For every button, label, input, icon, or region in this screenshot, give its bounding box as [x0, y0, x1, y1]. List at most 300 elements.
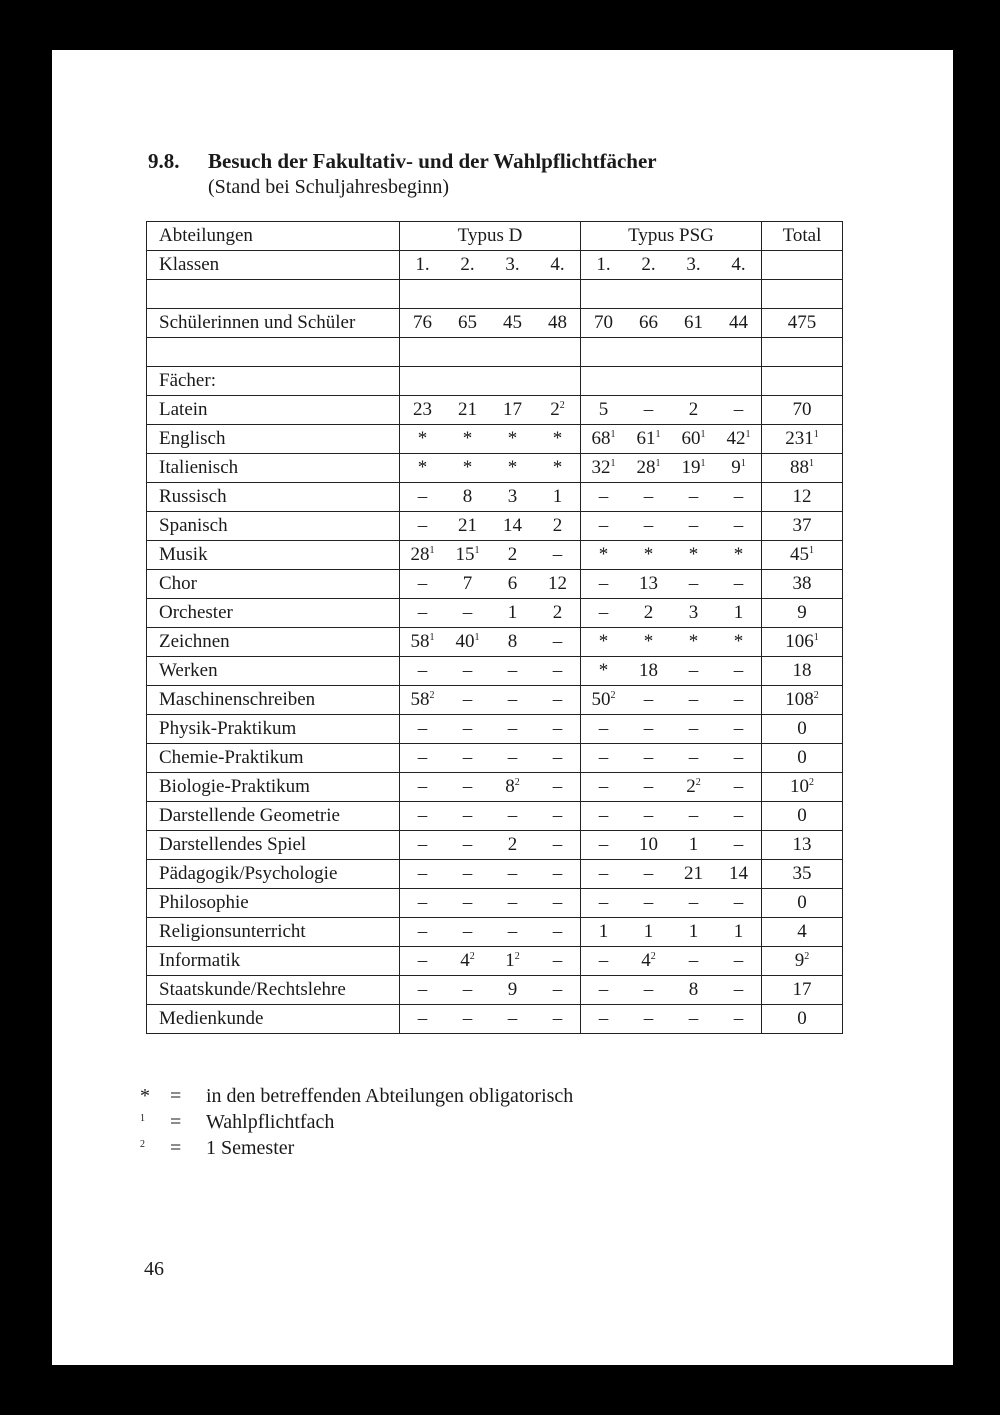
cell-value: 12 [548, 573, 567, 594]
total-cell [762, 280, 843, 309]
cell [445, 686, 490, 715]
cell-value: 7 [462, 573, 473, 594]
cell-value: 65 [458, 312, 477, 333]
cell-value: 2 [507, 544, 518, 565]
cell-value: 58 [410, 689, 430, 710]
cell [535, 715, 581, 744]
cell [490, 802, 535, 831]
footnote-marker: 1 [745, 429, 751, 440]
cell-value: 8 [462, 486, 473, 507]
cell [671, 512, 716, 541]
cell-value: – [598, 805, 609, 826]
row-label [147, 773, 400, 802]
total-cell [762, 396, 843, 425]
footnote-marker: 1 [610, 458, 616, 469]
cell-value: – [417, 979, 428, 1000]
cell [671, 802, 716, 831]
cell-value: Chemie-Praktikum [159, 747, 304, 768]
cell-value: 9 [794, 950, 805, 971]
footnote-marker: 2 [469, 951, 475, 962]
cell [445, 889, 490, 918]
cell-value: 15 [455, 544, 475, 565]
cell-value: – [733, 1008, 744, 1029]
cell [581, 483, 627, 512]
section-heading [148, 148, 657, 200]
cell-value: – [462, 660, 473, 681]
class-header [716, 251, 762, 280]
cell-value: – [507, 805, 518, 826]
table-row [147, 396, 843, 425]
cell [535, 396, 581, 425]
cell-value: – [643, 805, 654, 826]
total-cell [762, 773, 843, 802]
row-label [147, 976, 400, 1005]
cell [445, 715, 490, 744]
total-cell [762, 599, 843, 628]
cell [490, 918, 535, 947]
cell [445, 947, 490, 976]
cell [400, 1005, 446, 1034]
cell-value: – [733, 834, 744, 855]
cell-value: 17 [503, 399, 522, 420]
cell-value: 23 [413, 399, 432, 420]
cell [581, 976, 627, 1005]
cell [535, 599, 581, 628]
cell-value: 14 [503, 515, 522, 536]
footnote-marker: 1 [809, 545, 814, 556]
cell-value: 9 [797, 602, 807, 623]
cell [490, 396, 535, 425]
footnote-marker: 1 [813, 632, 819, 643]
cell-value: 231 [785, 428, 814, 449]
cell-value: – [507, 892, 518, 913]
cell-value: 58 [410, 631, 430, 652]
cell-value: – [643, 979, 654, 1000]
cell [490, 280, 535, 309]
cell [626, 309, 671, 338]
row-label [147, 657, 400, 686]
cell [535, 744, 581, 773]
section-subtitle: (Stand bei Schuljahresbeginn) [208, 176, 450, 198]
cell-value: 44 [729, 312, 748, 333]
cell [671, 338, 716, 367]
footnote-marker: 2 [429, 690, 435, 701]
cell-value: – [643, 747, 654, 768]
cell-value: – [552, 950, 563, 971]
cell-value: * [417, 428, 428, 449]
row-label [147, 918, 400, 947]
row-label [147, 512, 400, 541]
cell-value: – [688, 689, 699, 710]
cell [535, 860, 581, 889]
cell [716, 715, 762, 744]
cell-value: 9 [507, 979, 518, 1000]
cell [400, 889, 446, 918]
total-cell [762, 831, 843, 860]
cell-value: – [643, 776, 654, 797]
row-label [147, 280, 400, 309]
cell-value: – [688, 805, 699, 826]
cell [716, 338, 762, 367]
cell-value: – [688, 573, 699, 594]
footnote-marker: 2 [559, 400, 565, 411]
cell [626, 744, 671, 773]
cell [400, 947, 446, 976]
cell-value: 3. [505, 254, 520, 275]
footnote-marker: 1 [474, 545, 480, 556]
cell-value: – [552, 892, 563, 913]
cell-value: 8 [507, 631, 518, 652]
cell [535, 483, 581, 512]
cell [535, 831, 581, 860]
cell [581, 628, 627, 657]
cell [671, 657, 716, 686]
cell-value: 1. [415, 254, 430, 275]
classes-row [147, 251, 843, 280]
cell-value: – [552, 776, 563, 797]
cell-value: – [552, 544, 563, 565]
row-label [147, 686, 400, 715]
cell-value: – [417, 805, 428, 826]
cell-value: – [507, 921, 518, 942]
cell-value: – [733, 689, 744, 710]
cell [626, 831, 671, 860]
cell [400, 773, 446, 802]
cell-value: 9 [731, 457, 741, 478]
cell [490, 715, 535, 744]
class-header [626, 251, 671, 280]
cell-value: * [643, 544, 654, 565]
class-header [581, 251, 627, 280]
cell-value: – [688, 515, 699, 536]
cell-value: 4 [641, 950, 651, 971]
cell-value: Schülerinnen und Schüler [159, 312, 356, 333]
footnote [140, 1109, 334, 1135]
cell [671, 686, 716, 715]
cell [400, 918, 446, 947]
cell-value: – [733, 747, 744, 768]
cell [671, 599, 716, 628]
cell-value: – [462, 689, 473, 710]
cell-value: 18 [639, 660, 658, 681]
cell [626, 657, 671, 686]
cell-value: 28 [410, 544, 430, 565]
cell-value: – [643, 863, 654, 884]
cell-value: 45 [503, 312, 522, 333]
footnote-equals: = [170, 1111, 182, 1133]
cell-value: Religionsunterricht [159, 921, 306, 942]
row-label [147, 947, 400, 976]
cell [716, 918, 762, 947]
cell [716, 570, 762, 599]
total-cell [762, 657, 843, 686]
total-cell [762, 802, 843, 831]
cell-value: – [552, 631, 563, 652]
row-label [147, 889, 400, 918]
cell [535, 309, 581, 338]
cell [716, 657, 762, 686]
cell-value: – [688, 892, 699, 913]
footnote-marker: 1 [813, 429, 819, 440]
cell [445, 802, 490, 831]
table-row [147, 773, 843, 802]
cell-value: * [417, 457, 428, 478]
cell-value: 1 [733, 602, 744, 623]
cell-value: Maschinenschreiben [159, 689, 316, 710]
cell-value: 0 [797, 718, 807, 739]
cell-value: – [462, 805, 473, 826]
section-title: Besuch der Fakultativ- und der Wahlpflichtfächer [208, 149, 657, 173]
cell-value: – [507, 863, 518, 884]
cell [716, 396, 762, 425]
footnote-text: 1 Semester [206, 1137, 295, 1159]
cell [581, 773, 627, 802]
cell [535, 628, 581, 657]
cell [626, 338, 671, 367]
cell [581, 599, 627, 628]
cell [400, 367, 446, 396]
cell-value: 3 [507, 486, 518, 507]
cell [671, 309, 716, 338]
cell-value: Musik [159, 544, 208, 565]
cell [535, 454, 581, 483]
cell-value: 0 [797, 1008, 807, 1029]
cell-value: Typus D [457, 225, 523, 246]
cell [581, 309, 627, 338]
cell-value: – [507, 689, 518, 710]
cell-value: 50 [591, 689, 611, 710]
cell [581, 744, 627, 773]
footnote-marker: 1 [610, 429, 616, 440]
cell [581, 657, 627, 686]
footnote-marker: 2 [804, 951, 810, 962]
cell-value: 1 [505, 950, 515, 971]
cell [400, 483, 446, 512]
cell [400, 860, 446, 889]
footnote-text: Wahlpflichtfach [206, 1111, 335, 1133]
cell-value: – [462, 718, 473, 739]
cell [445, 396, 490, 425]
cell-value: – [733, 718, 744, 739]
row-label [147, 396, 400, 425]
cell [716, 686, 762, 715]
cell-value: Biologie-Praktikum [159, 776, 310, 797]
cell [716, 889, 762, 918]
cell-value: – [552, 718, 563, 739]
cell [490, 599, 535, 628]
cell [490, 657, 535, 686]
cell-value: 40 [455, 631, 475, 652]
cell [716, 860, 762, 889]
row-label [147, 570, 400, 599]
cell-value: 10 [639, 834, 658, 855]
total-cell [762, 541, 843, 570]
class-header [671, 251, 716, 280]
cell [716, 802, 762, 831]
cell-value: Spanisch [159, 515, 228, 536]
cell-value: * [507, 428, 518, 449]
cell-value: Staatskunde/Rechtslehre [159, 979, 346, 1000]
cell [671, 744, 716, 773]
page-number: 46 [144, 1258, 164, 1280]
total-cell [762, 251, 843, 280]
cell [400, 396, 446, 425]
total-cell [762, 338, 843, 367]
total-cell [762, 512, 843, 541]
cell-value: – [462, 1008, 473, 1029]
class-header [490, 251, 535, 280]
cell [400, 570, 446, 599]
cell [581, 860, 627, 889]
cell [400, 657, 446, 686]
cell [445, 744, 490, 773]
footnote-marker: 2 [650, 951, 656, 962]
cell-value: 48 [548, 312, 567, 333]
cell [626, 889, 671, 918]
cell-value: Fächer: [159, 370, 216, 391]
cell-value: – [733, 660, 744, 681]
cell [581, 338, 627, 367]
cell-value: 45 [790, 544, 809, 565]
cell [400, 976, 446, 1005]
cell [490, 831, 535, 860]
cell-value: Abteilungen [159, 225, 253, 246]
table-row [147, 1005, 843, 1034]
row-label [147, 860, 400, 889]
cell-value: Orchester [159, 602, 233, 623]
cell [490, 454, 535, 483]
cell [581, 918, 627, 947]
cell [445, 570, 490, 599]
cell-value: Darstellende Geometrie [159, 805, 340, 826]
row-label [147, 483, 400, 512]
cell [671, 831, 716, 860]
cell-value: 4 [460, 950, 470, 971]
cell-value: * [643, 631, 654, 652]
cell [535, 541, 581, 570]
cell-value: – [417, 921, 428, 942]
cell [716, 976, 762, 1005]
cell [581, 512, 627, 541]
cell [490, 773, 535, 802]
cell [671, 396, 716, 425]
cell-value: 35 [792, 863, 812, 884]
cell [671, 947, 716, 976]
cell [490, 976, 535, 1005]
cell [626, 483, 671, 512]
table-row [147, 454, 843, 483]
cell [445, 454, 490, 483]
cell [671, 918, 716, 947]
cell [716, 1005, 762, 1034]
footnote-equals: = [170, 1137, 182, 1159]
cell [490, 860, 535, 889]
cell [671, 715, 716, 744]
footnote-symbol [140, 1083, 170, 1109]
footnote-marker: 2 [514, 777, 520, 788]
total-cell [762, 744, 843, 773]
cell [400, 425, 446, 454]
cell [445, 425, 490, 454]
row-label [147, 831, 400, 860]
cell-value: Klassen [159, 254, 220, 275]
cell [716, 831, 762, 860]
cell-value: – [552, 921, 563, 942]
document-page [52, 50, 953, 1365]
cell-value: – [688, 1008, 699, 1029]
total-cell [762, 570, 843, 599]
header-total [762, 222, 843, 251]
cell [445, 367, 490, 396]
cell-value: – [462, 979, 473, 1000]
cell [535, 1005, 581, 1034]
cell [716, 367, 762, 396]
cell-value: Englisch [159, 428, 226, 449]
cell [626, 947, 671, 976]
total-cell [762, 1005, 843, 1034]
cell-value: – [507, 660, 518, 681]
cell-value: * [598, 660, 609, 681]
table-row [147, 715, 843, 744]
total-cell [762, 367, 843, 396]
footnote-marker: 1 [740, 458, 746, 469]
cell-value: 106 [785, 631, 814, 652]
cell [445, 860, 490, 889]
cell-value: – [552, 863, 563, 884]
cell [535, 338, 581, 367]
cell [716, 512, 762, 541]
cell-value: – [552, 660, 563, 681]
cell [445, 918, 490, 947]
row-label [147, 454, 400, 483]
cell-value: 88 [790, 457, 809, 478]
cell-value: – [417, 834, 428, 855]
cell-value: 3 [688, 602, 699, 623]
cell-value: 19 [681, 457, 701, 478]
cell-value: 2 [507, 834, 518, 855]
cell-value: Chor [159, 573, 197, 594]
cell [671, 773, 716, 802]
cell-value: 12 [792, 486, 812, 507]
cell-value: – [688, 486, 699, 507]
cell-value: Zeichnen [159, 631, 230, 652]
header-typus-d [400, 222, 581, 251]
cell-value: – [688, 747, 699, 768]
table-row [147, 686, 843, 715]
cell [535, 425, 581, 454]
cell-value: 4. [550, 254, 565, 275]
cell-value: Russisch [159, 486, 227, 507]
cell [626, 512, 671, 541]
cell [535, 686, 581, 715]
total-cell [762, 947, 843, 976]
table-row [147, 860, 843, 889]
cell-value: * [688, 544, 699, 565]
table-row [147, 512, 843, 541]
cell [626, 570, 671, 599]
table-row [147, 483, 843, 512]
cell-value: * [733, 544, 744, 565]
cell [490, 570, 535, 599]
cell-value: – [417, 660, 428, 681]
cell-value: – [507, 718, 518, 739]
cell-value: 1 [552, 486, 563, 507]
cell-value: – [598, 515, 609, 536]
cell-value: – [462, 892, 473, 913]
cell [490, 425, 535, 454]
footnote-text: in den betreffenden Abteilungen obligatorisch [206, 1085, 574, 1107]
cell [535, 367, 581, 396]
